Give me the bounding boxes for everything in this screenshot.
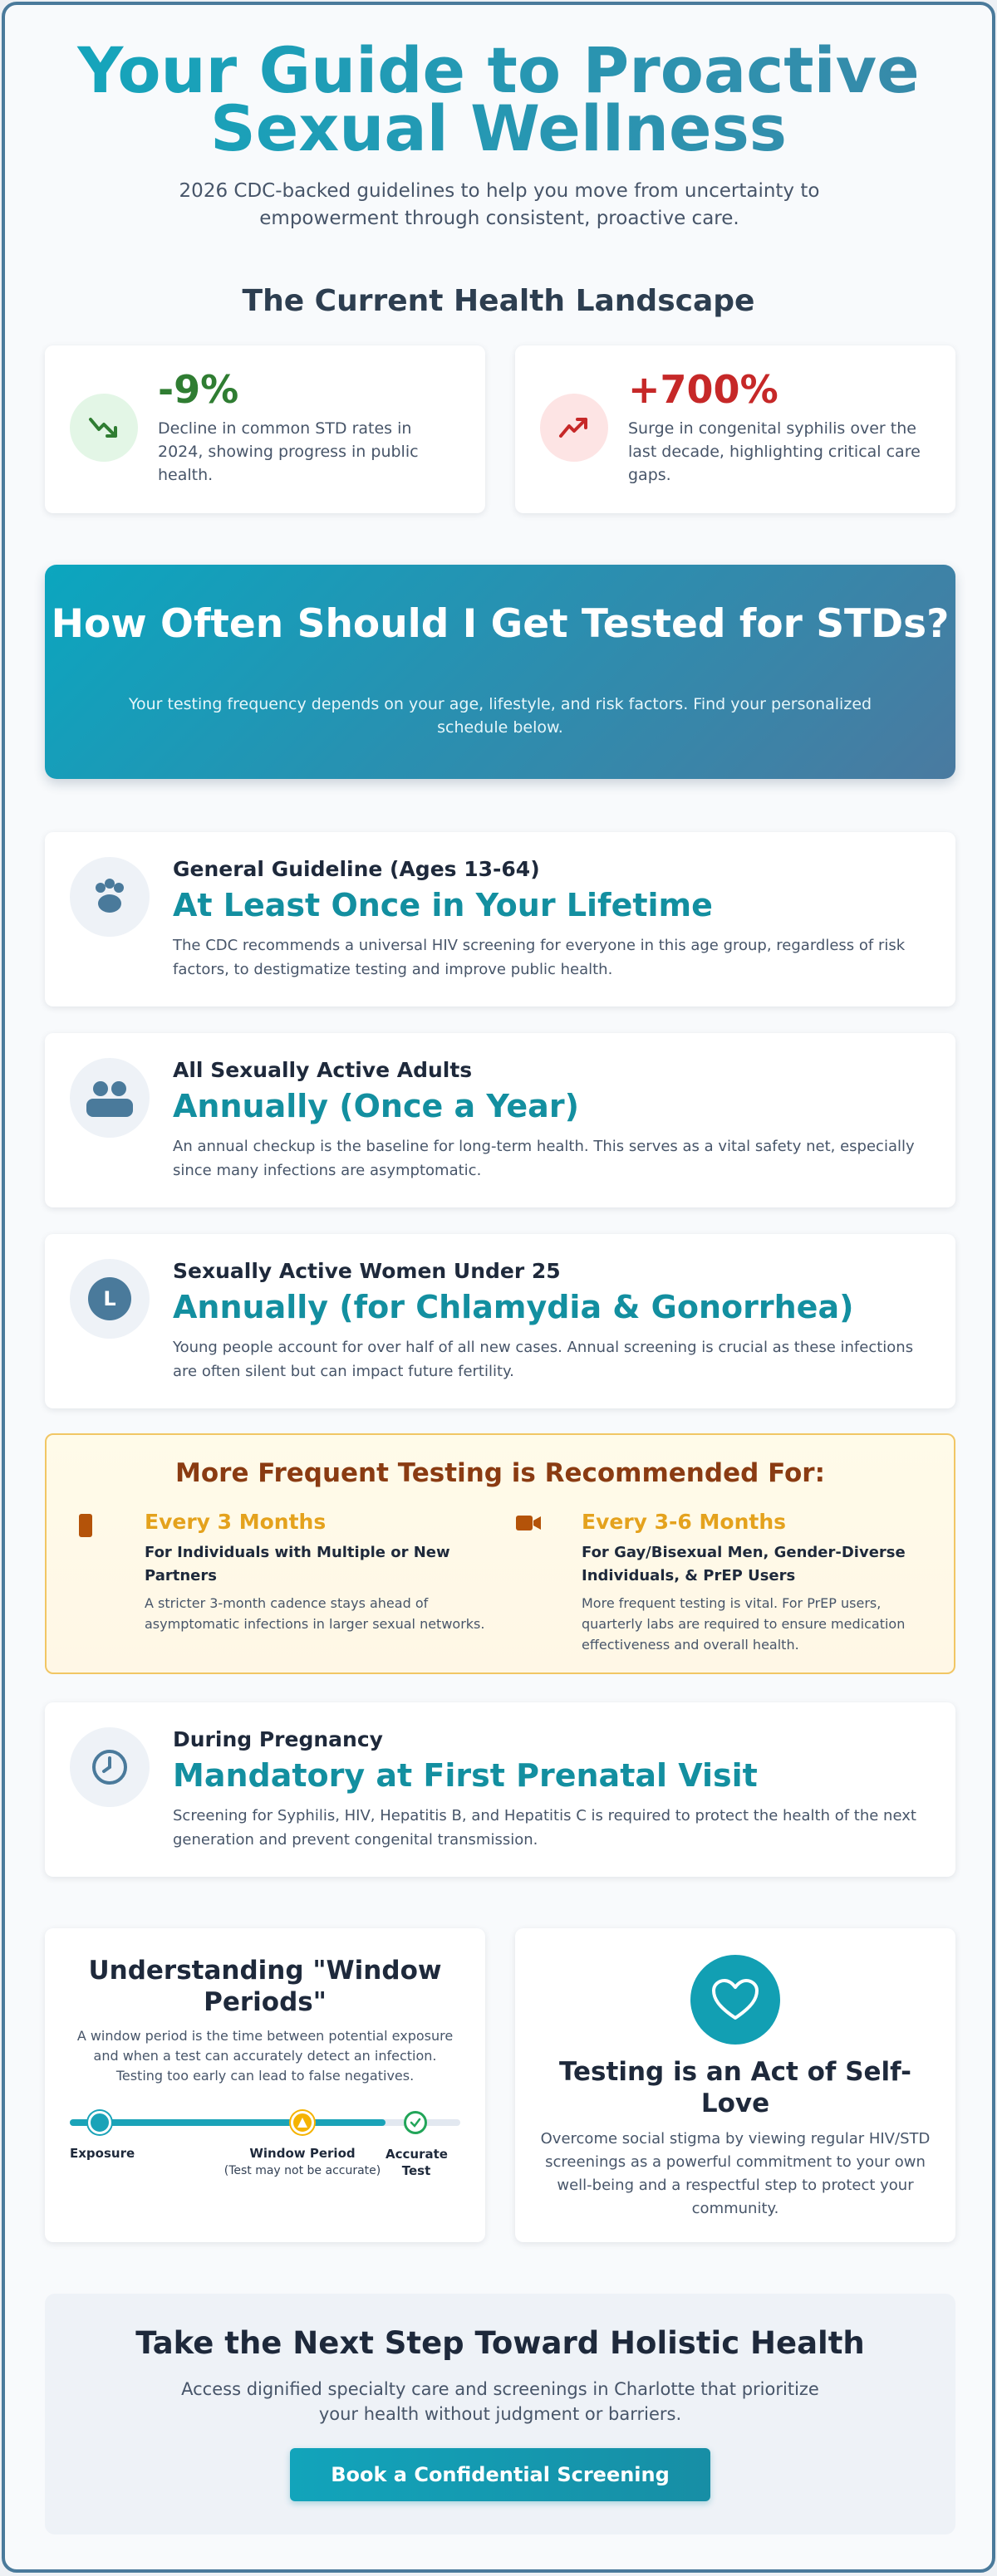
paw-icon [70, 857, 150, 937]
frequent-title: More Frequent Testing is Recommended For: [175, 1458, 825, 1488]
window-periods-description: A window period is the time between potential exposure and when a test can accurately detect an infection. Testing too early can lead to false negatives. [76, 2028, 454, 2084]
guideline-card-annual [45, 1033, 955, 1207]
cta-section [45, 2294, 955, 2534]
guideline-card-women-under-25 [45, 1234, 955, 1408]
self-love-title: Testing is an Act of Self-Love [559, 2057, 911, 2118]
guideline-description: Young people account for over half of all new cases. Annual screening is crucial as these infections are often silent but can impact future fertility. [173, 1339, 914, 1380]
banner-subtitle: Your testing frequency depends on your age, lifestyle, and risk factors. Find your personalized schedule below. [128, 695, 872, 737]
timeline-label-accurate: Accurate Test [386, 2147, 448, 2178]
guideline-headline: Mandatory at First Prenatal Visit [173, 1757, 758, 1794]
stat-card-surge [515, 345, 955, 513]
window-period-timeline [70, 2103, 460, 2194]
stat-description: Surge in congenital syphilis over the last decade, highlighting critical care gaps. [628, 419, 921, 484]
cta-subtitle: Access dignified specialty care and screenings in Charlotte that prioritize your health without judgment or barriers. [181, 2379, 819, 2424]
guideline-headline: Annually (for Chlamydia & Gonorrhea) [173, 1289, 854, 1325]
timeline-label-window: Window Period [249, 2146, 356, 2161]
testing-banner [45, 565, 955, 779]
trend-down-icon [70, 394, 138, 462]
frequent-when: Every 3-6 Months [582, 1510, 787, 1534]
landscape-title: The Current Health Landscape [242, 284, 755, 318]
video-icon [515, 1513, 542, 1536]
stat-value: -9% [158, 367, 239, 412]
page-subtitle: 2026 CDC-backed guidelines to help you move from uncertainty to empowerment through consistent, proactive care. [179, 180, 820, 229]
stat-card-decline [45, 345, 485, 513]
frequent-when: Every 3 Months [145, 1510, 327, 1534]
users-icon [70, 1058, 150, 1138]
cta-title: Take the Next Step Toward Holistic Health [135, 2325, 865, 2361]
guideline-description: The CDC recommends a universal HIV screening for everyone in this age group, regardless of risk factors, to destigmatize testing and improve public health. [173, 937, 906, 978]
check-icon [404, 2111, 427, 2134]
page-title: Your Guide to Proactive Sexual Wellness [5, 42, 992, 158]
self-love-description: Overcome social stigma by viewing regular HIV/STD screenings as a powerful commitment to your own well-being and a respectful step to protect your community. [540, 2130, 931, 2217]
frequent-testing-box [45, 1433, 955, 1674]
window-periods-title: Understanding "Window Periods" [88, 1956, 442, 2017]
guideline-label: General Guideline (Ages 13-64) [173, 857, 540, 881]
letter-l-badge: L [88, 1277, 131, 1320]
page-frame [2, 2, 995, 2573]
exposure-dot [88, 2111, 111, 2134]
trend-up-icon [540, 394, 608, 462]
frequent-description: A stricter 3-month cadence stays ahead of asymptomatic infections in larger sexual networks. [145, 1595, 485, 1632]
guideline-label: All Sexually Active Adults [173, 1058, 473, 1082]
frequent-who: For Gay/Bisexual Men, Gender-Diverse Individuals, & PrEP Users [582, 1544, 906, 1584]
clock-icon [70, 1727, 150, 1807]
guideline-label: Sexually Active Women Under 25 [173, 1259, 561, 1283]
book-screening-button[interactable]: Book a Confidential Screening [290, 2448, 710, 2501]
self-love-card [515, 1928, 955, 2242]
guideline-label: During Pregnancy [173, 1727, 383, 1751]
warning-icon [291, 2111, 314, 2134]
timeline-note-window: (Test may not be accurate) [223, 2164, 381, 2177]
letter-l-icon [70, 1259, 150, 1339]
heart-icon [690, 1955, 780, 2045]
frequent-who: For Individuals with Multiple or New Partners [145, 1544, 450, 1584]
timeline-fill [70, 2119, 386, 2126]
guideline-description: Screening for Syphilis, HIV, Hepatitis B, and Hepatitis C is required to protect the health of the next generation and prevent congenital transmission. [173, 1807, 916, 1849]
bookmark-icon [78, 1513, 93, 1541]
guideline-card-pregnancy [45, 1702, 955, 1877]
guideline-description: An annual checkup is the baseline for long-term health. This serves as a vital safety net, especially since many infections are asymptomatic. [173, 1138, 915, 1179]
window-periods-card [45, 1928, 485, 2242]
stat-description: Decline in common STD rates in 2024, showing progress in public health. [158, 419, 419, 484]
guideline-card-lifetime [45, 832, 955, 1006]
stat-value: +700% [628, 367, 778, 412]
guideline-headline: Annually (Once a Year) [173, 1088, 579, 1124]
banner-title: How Often Should I Get Tested for STDs? [51, 601, 950, 647]
timeline-label-exposure: Exposure [70, 2146, 135, 2161]
frequent-description: More frequent testing is vital. For PrEP users, quarterly labs are required to ensure medication effectiveness and overall health. [582, 1595, 906, 1653]
guideline-headline: At Least Once in Your Lifetime [173, 887, 713, 923]
